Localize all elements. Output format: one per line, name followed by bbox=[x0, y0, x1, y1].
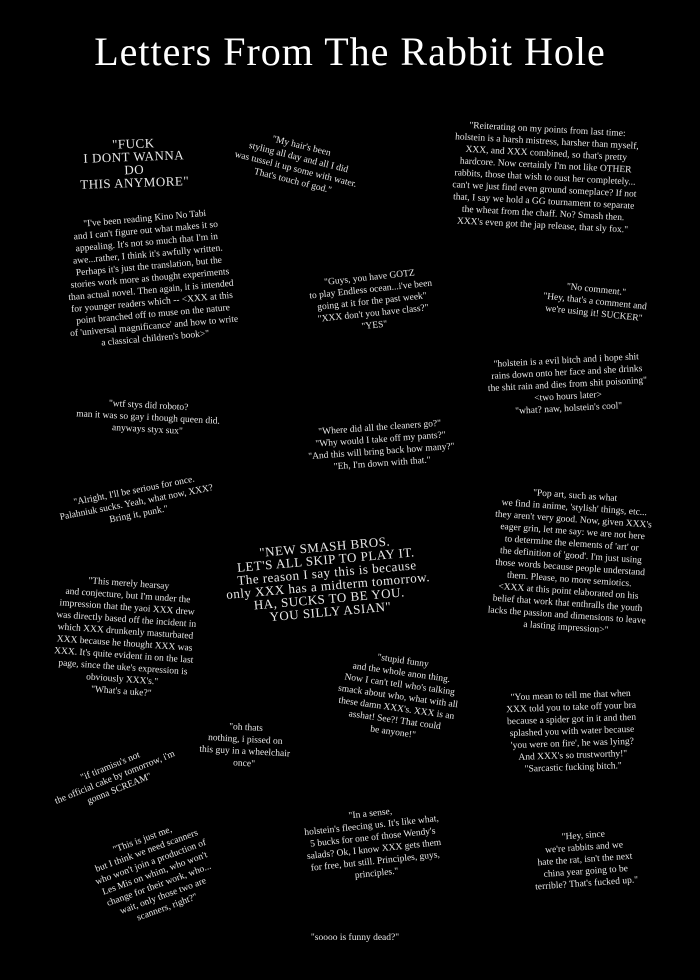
quote-palahniuk: "Alright, I'll be serious for once. Palahniuk sucks. Yeah, what now, XXX? Bring it, punk." bbox=[59, 474, 214, 526]
quote-roboto: "wtf stys did roboto? man it was so gay i though queen did. anyways styx sux" bbox=[75, 398, 221, 437]
quote-tiramisu: "if tiramisu's not the official cake by tomorrow, i'm gonna SCREAM" bbox=[53, 749, 177, 807]
quote-smash-bros: "NEW SMASH BROS. LET'S ALL SKIP TO PLAY IT. The reason I say this is because only XXX has a midterm tomorrow. HA, SUCKS TO BE YOU. YOU SILLY ASIAN" bbox=[225, 533, 431, 625]
quote-scanners: "This is just me, but I think we need scanners who won't join a production of Les Mis on whim, who won't change for their work, who... wait, only those two are scanners, right?" bbox=[94, 824, 213, 924]
quote-no-comment: "No comment." "Hey, that's a comment and we're using it! SUCKER" bbox=[542, 281, 648, 325]
quote-stupid-funny: "stupid funny and the whole anon thing. Now I can't tell who's talking smack about who, what with all these damn XXX's. XXX is an asshat! See?! That could be anyone!" bbox=[337, 652, 459, 741]
quote-endless-ocean: "Guys, you have GOTZ to play Endless ocean...i've been going at it for the past week" "XXX don't you have class?" "YES" bbox=[308, 268, 433, 333]
quote-kino-no-tabi: "I've been reading Kino No Tabi and I can't figure out what makes it so appealing. It's not so much that I'm in awe...rather, I think it's awfully written. Perhaps it's just the translation, but the stories work more as thought experiments than actual novel. Then again, it is intended for younger readers which -- <XXX at this point branched off to muse on the nature of 'universal magnificance' and how to write a classical children's book>" bbox=[68, 208, 239, 349]
quote-hearsay: "This merely hearsay and conjecture, but I'm under the impression that the yaoi XXX drew was directly based off the incident in which XXX drunkenly masturbated XXX because he thought XXX was XXX. It's quite evident in on the last page, since the uke's expression is obviously XXX's." "What's a uke?" bbox=[53, 576, 197, 699]
quote-funny-dead: "soooo is funny dead?" bbox=[310, 933, 400, 943]
quote-hair: "My hair's been styling all day and all I did was tussel it up some with water. That's touch of god." bbox=[233, 134, 358, 196]
quote-reiterating: "Reiterating on my points from last time: holstein is a harsh mistress, harsher than myself, XXX, and XXX combined, so that's pretty hardcore. Now certainly I'm not like OTHER rabbits, those that wish to oust her completely... can't we just find even ground someplace? If not that, I say we hold a GG tournament to separate the wheat from the chaff. No? Smash then. XXX's even got the jap release, that sly fox." bbox=[452, 120, 639, 236]
quote-fuck: "FUCK I DONT WANNA DO THIS ANYMORE" bbox=[79, 135, 190, 192]
quote-rabbits-rat: "Hey, since we're rabbits and we hate the rat, isn't the next china year going to be terrible? That's fucked up." bbox=[534, 829, 639, 893]
page-title: Letters From The Rabbit Hole bbox=[94, 29, 606, 74]
quote-holstein-evil: "holstein is a evil bitch and i hope shit rains down onto her face and she drinks the shit rain and dies from shit poisoning" <two hours later> "what? naw, holstein's cool" bbox=[487, 352, 648, 417]
quote-wendys: "In a sense, holstein's fleecing us. It's like what, 5 bucks for one of those Wendy's salads? Ok, I know XXX gets them for free, but still. Principles, guys, principles." bbox=[303, 806, 442, 882]
quote-pop-art: "Pop art, such as what we find in anime, 'stylish' things, etc... they aren't very good. Now, given XXX's eager grin, let me say: we are not here to determine the elements of 'art' or the definition of 'good'. I'm just using those words because people understand them. Please, no more semiotics. <XXX at this point elaborated on his belief that work that enthralls the youth lacks the passion and dimensions to leave a lasting impression>" bbox=[487, 488, 653, 636]
quote-wheelchair: "oh thats nothing, i pissed on this guy in a wheelchair once" bbox=[199, 722, 291, 770]
quote-cleaners: "Where did all the cleaners go?" "Why would I take off my pants?" "And this will bring back how many?" "Eh, I'm down with that." bbox=[307, 418, 455, 473]
quote-spider-bra: "You mean to tell me that when XXX told you to take off your bra because a spider got in it and then splashed you with water because 'you were on fire', he was lying? And XXX's so trustworthy!" "Sarcastic fucking bitch." bbox=[506, 688, 637, 775]
